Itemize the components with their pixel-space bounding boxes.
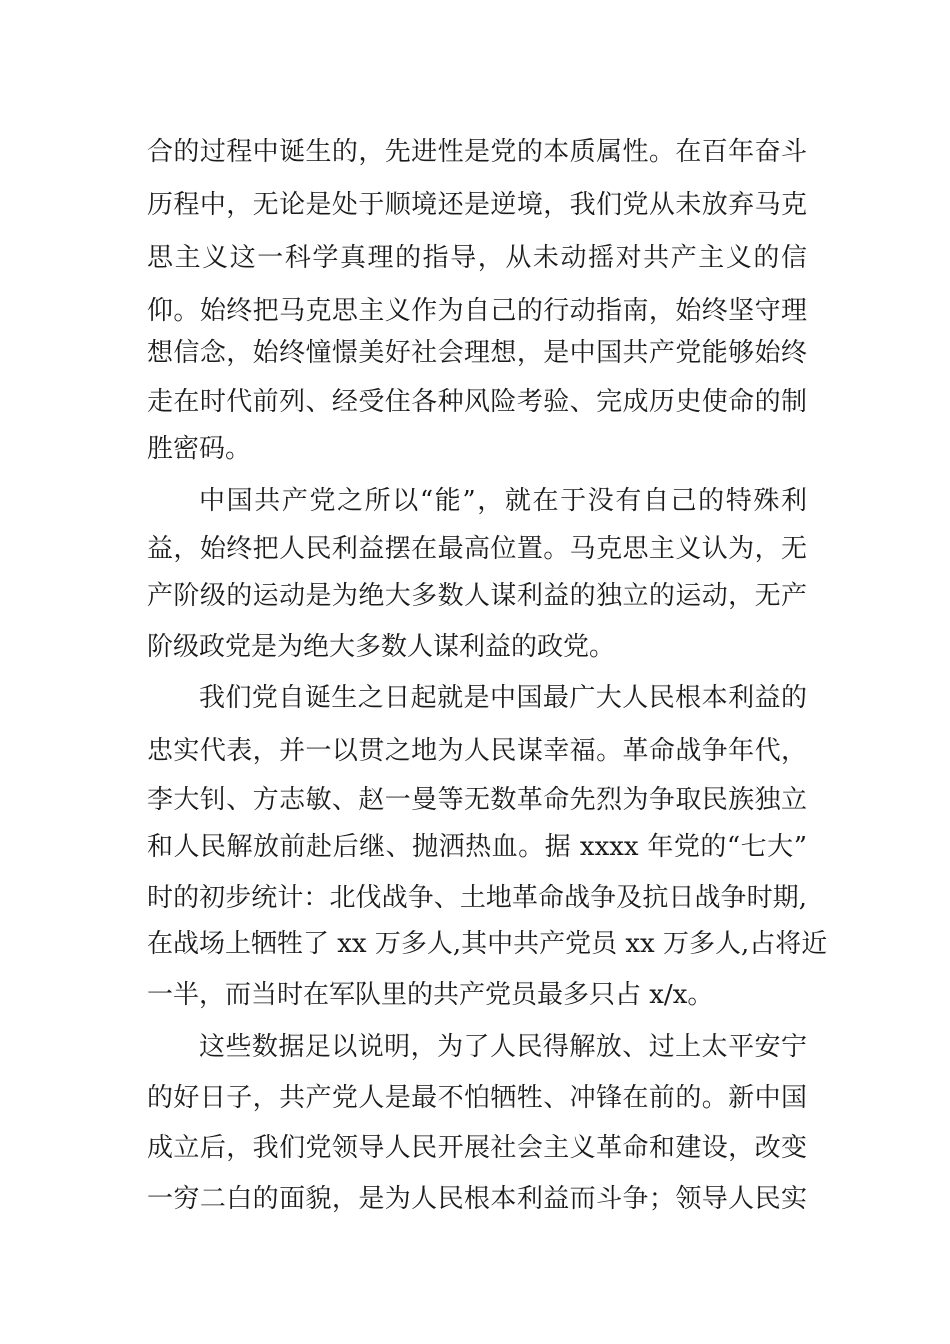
text-line: 和人民解放前赴后继、抛洒热血。据 xxxx 年党的“七大” [147,832,807,862]
text-line: 仰。始终把马克思主义作为自己的行动指南，始终坚守理 [147,296,807,326]
text-line: 合的过程中诞生的，先进性是党的本质属性。在百年奋斗 [147,137,807,167]
text-line: 胜密码。 [147,434,252,464]
text-line: 成立后，我们党领导人民开展社会主义革命和建设，改变 [147,1133,807,1163]
text-line: 一穷二白的面貌，是为人民根本利益而斗争；领导人民实 [147,1184,807,1214]
text-line: 李大钊、方志敏、赵一曼等无数革命先烈为争取民族独立 [147,785,807,815]
text-line: 在战场上牺牲了 xx 万多人,其中共产党员 xx 万多人,占将近 [147,929,828,959]
text-line: 忠实代表，并一以贯之地为人民谋幸福。革命战争年代， [147,736,807,766]
text-line: 想信念，始终憧憬美好社会理想，是中国共产党能够始终 [147,338,807,368]
text-line: 益，始终把人民利益摆在最高位置。马克思主义认为，无 [147,534,807,564]
text-line: 产阶级的运动是为绝大多数人谋利益的独立的运动，无产 [147,581,807,611]
text-line: 中国共产党之所以“能”，就在于没有自己的特殊利 [199,486,807,516]
text-line: 的好日子，共产党人是最不怕牺牲、冲锋在前的。新中国 [147,1083,807,1113]
text-line: 时的初步统计：北伐战争、土地革命战争及抗日战争时期, [147,883,807,913]
text-line: 历程中，无论是处于顺境还是逆境，我们党从未放弃马克 [147,190,807,220]
text-line: 走在时代前列、经受住各种风险考验、完成历史使命的制 [147,387,807,417]
text-line: 一半，而当时在军队里的共产党员最多只占 x/x。 [147,980,714,1010]
text-line: 这些数据足以说明，为了人民得解放、过上太平安宁 [199,1032,807,1062]
text-line: 我们党自诞生之日起就是中国最广大人民根本利益的 [199,683,807,713]
text-line: 思主义这一科学真理的指导，从未动摇对共产主义的信 [147,243,807,273]
text-line: 阶级政党是为绝大多数人谋利益的政党。 [147,632,616,662]
